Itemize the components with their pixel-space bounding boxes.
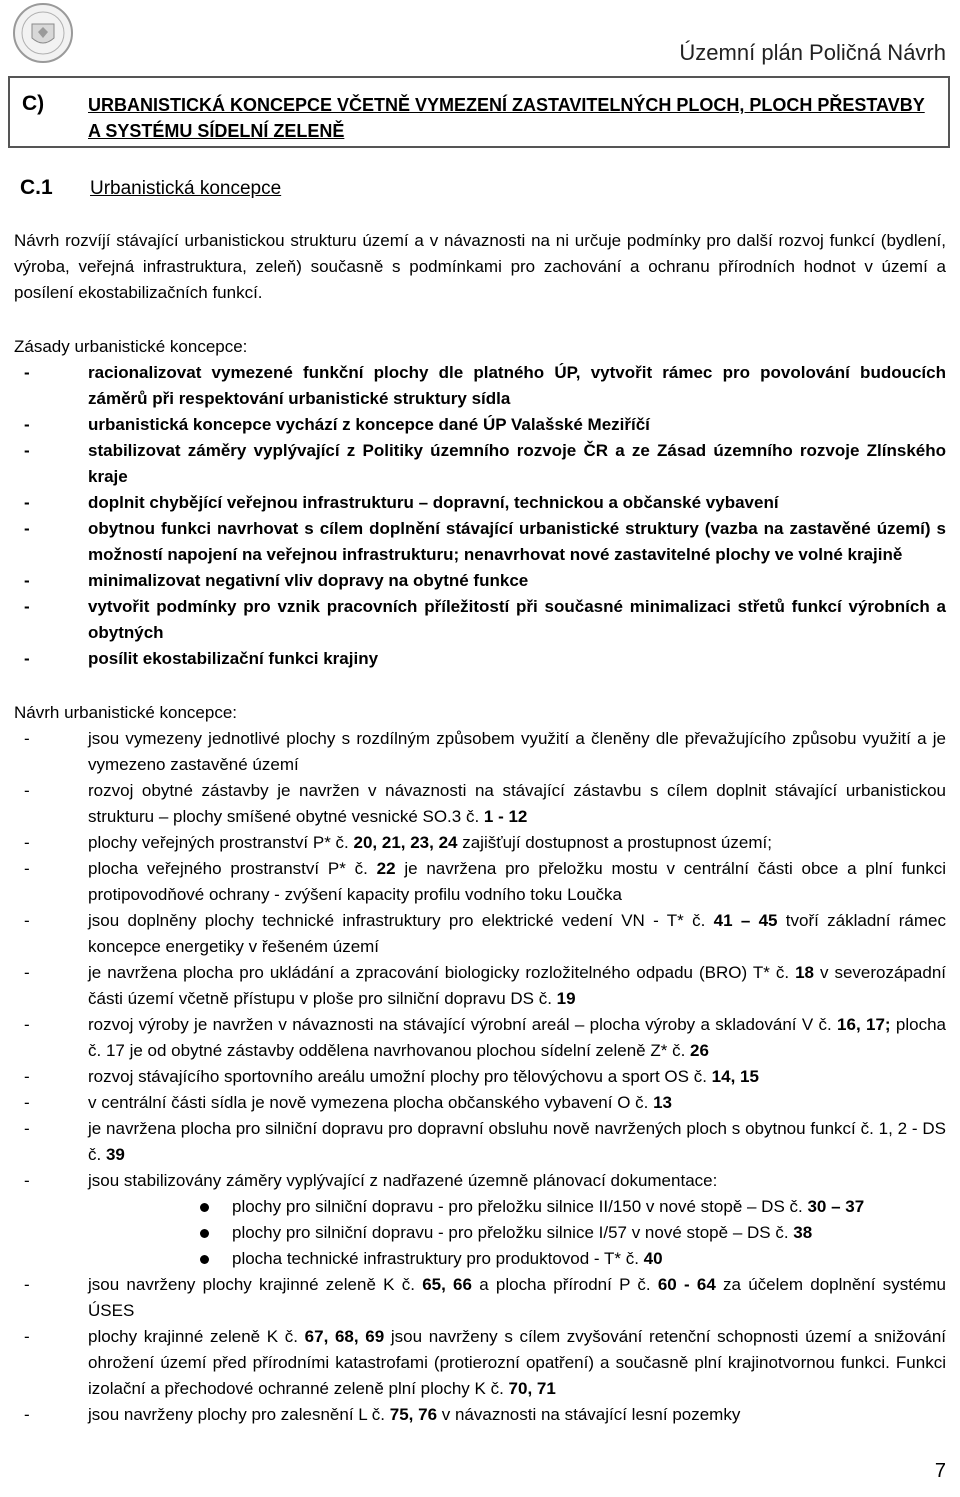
text-run: jsou navrženy plochy krajinné zeleně K č.	[88, 1275, 423, 1294]
superior-plans-sublist	[88, 1194, 946, 1272]
text-run: plocha technické infrastruktury pro produktovod - T* č.	[232, 1249, 644, 1268]
text-run: jsou stabilizovány záměry vyplývající z nadřazené územně plánovací dokumentace:	[88, 1171, 718, 1190]
plot-number: 65, 66	[422, 1275, 472, 1294]
text-run: plocha č. 17 je od obytné zástavby oddělena navrhovanou plochou sídelní zeleně Z* č.	[88, 1015, 946, 1060]
principle-item: - doplnit chybějící veřejnou infrastrukturu – dopravní, technickou a občanské vybavení	[14, 490, 946, 516]
text-run: v návaznosti na stávající lesní pozemky	[437, 1405, 741, 1424]
proposal-item	[14, 1090, 946, 1116]
sublist-item	[88, 1246, 946, 1272]
plot-number: 75, 76	[389, 1405, 438, 1424]
proposal-item	[14, 778, 946, 830]
plot-number: 13	[653, 1093, 673, 1112]
plot-number: 40	[643, 1249, 663, 1268]
subsection-title: Urbanistická koncepce	[90, 178, 282, 199]
text-run: plochy pro silniční dopravu - pro přeložku silnice II/150 v nové stopě – DS č.	[232, 1197, 808, 1216]
principle-item: - stabilizovat záměry vyplývající z Politiky územního rozvoje ČR a ze Zásad územního rozvoje Zlínského kraje	[14, 438, 946, 490]
text-run: a plocha přírodní P č.	[471, 1275, 658, 1294]
plot-number: 67, 68, 69	[304, 1327, 385, 1346]
plot-number: 16, 17;	[837, 1015, 891, 1034]
text-run: rozvoj výroby je navržen v návaznosti na stávající výrobní areál – plocha výroby a skladování V č.	[88, 1015, 838, 1034]
proposal-item	[14, 1324, 946, 1402]
proposal-item	[14, 1402, 946, 1428]
section-number: C)	[22, 92, 45, 115]
plot-number: 26	[690, 1041, 709, 1060]
intro-paragraph: Návrh rozvíjí stávající urbanistickou strukturu území a v návaznosti na ni určuje podmínky pro další rozvoj funkcí (bydlení, výroba, veřejná infrastruktura, zeleň) současně s podmínkami pro zachování a ochranu přírodních hodnot v území a posílení ekostabilizačních funkcí.	[14, 231, 946, 302]
proposal-item	[14, 830, 946, 856]
plot-number: 14, 15	[711, 1067, 759, 1086]
plot-number: 39	[105, 1145, 125, 1164]
proposal-block	[14, 700, 946, 1428]
principles-list	[14, 360, 946, 672]
principle-item: - obytnou funkci navrhovat s cílem doplnění stávající urbanistické struktury (vazba na zastavěné území) s možností napojení na veřejnou infrastrukturu; nenavrhovat nové zastavitelné plochy ve volné krajině	[14, 516, 946, 568]
proposal-heading: Návrh urbanistické koncepce:	[14, 703, 238, 722]
plot-number: 38	[793, 1223, 813, 1242]
proposal-item	[14, 908, 946, 960]
plot-number: 41 – 45	[713, 911, 778, 930]
text-run: jsou vymezeny jednotlivé plochy s rozdílným způsobem využití a členěny dle převažujícího způsobu využití a je vymezeno zastavěné území	[88, 729, 946, 774]
text-run: jsou navrženy plochy pro zalesnění L č.	[88, 1405, 390, 1424]
principle-item: - racionalizovat vymezené funkční plochy dle platného ÚP, vytvořit rámec pro povolování budoucích záměrů při respektování urbanistické struktury sídla	[14, 360, 946, 412]
proposal-item	[14, 1168, 946, 1272]
plot-number: 19	[556, 989, 576, 1008]
municipal-seal-logo	[12, 2, 74, 64]
text-run: je navržena plocha pro silniční dopravu pro dopravní obsluhu nově navržených ploch s obytnou funkcí č. 1, 2 - DS č.	[88, 1119, 946, 1164]
sublist-item	[88, 1220, 946, 1246]
proposal-item	[14, 1116, 946, 1168]
text-run: je navržena plocha pro ukládání a zpracování biologicky rozložitelného odpadu (BRO) T* č.	[88, 963, 796, 982]
principles-heading: Zásady urbanistické koncepce:	[14, 337, 248, 356]
section-title: URBANISTICKÁ KONCEPCE VČETNĚ VYMEZENÍ ZASTAVITELNÝCH PLOCH, PLOCH PŘESTAVBY A SYSTÉMU SÍDELNÍ ZELENĚ	[88, 95, 925, 141]
proposal-item	[14, 960, 946, 1012]
text-run: rozvoj stávajícího sportovního areálu umožní plochy pro tělovýchovu a sport OS č.	[88, 1067, 712, 1086]
principle-item: - vytvořit podmínky pro vznik pracovních příležitostí při současné minimalizaci střetů funkcí výrobních a obytných	[14, 594, 946, 646]
document-header-title: Územní plán Poličná Návrh	[679, 40, 946, 65]
section-heading-box	[8, 76, 950, 148]
plot-number: 22	[376, 859, 396, 878]
text-run: tvoří základní rámec koncepce energetiky v řešeném území	[88, 911, 946, 956]
text-run: za účelem doplnění systému ÚSES	[88, 1275, 947, 1320]
principle-item: - posílit ekostabilizační funkci krajiny	[14, 646, 946, 672]
sublist-item	[88, 1194, 946, 1220]
subsection-number: C.1	[20, 176, 53, 199]
proposal-item	[14, 1272, 946, 1324]
proposal-item	[14, 726, 946, 778]
text-run: v centrální části sídla je nově vymezena plocha občanského vybavení O č.	[88, 1093, 654, 1112]
text-run: jsou doplněny plochy technické infrastruktury pro elektrické vedení VN - T* č.	[88, 911, 714, 930]
plot-number: 20, 21, 23, 24	[353, 833, 458, 852]
plot-number: 70, 71	[508, 1379, 556, 1398]
proposal-list	[14, 726, 946, 1428]
text-run: plocha veřejného prostranství P* č.	[88, 859, 377, 878]
text-run: jsou navrženy s cílem zvyšování retenční schopnosti území a snižování ohrožení území před přírodními katastrofami (protierozní opatření) a současně plní krajinotvornou funkci. Funkci izolační a přechodové ochranné zeleně plní plochy K č.	[88, 1327, 946, 1398]
principle-item: - urbanistická koncepce vychází z koncepce dané ÚP Valašské Meziříčí	[14, 412, 946, 438]
text-run: v severozápadní části území včetně přístupu v ploše pro silniční dopravu DS č.	[88, 963, 947, 1008]
text-run: zajišťují dostupnost a prostupnost území;	[457, 833, 772, 852]
page-number: 7	[934, 1460, 946, 1482]
proposal-item	[14, 856, 946, 908]
text-run: rozvoj obytné zástavby je navržen v návaznosti na stávající zástavbu s cílem doplnit stávající urbanistickou strukturu – plochy smíšené obytné vesnické SO.3 č.	[88, 781, 946, 826]
proposal-item	[14, 1064, 946, 1090]
text-run: je navržena pro přeložku mostu v centrální části obce a plní funkci protipovodňové ochrany - zvýšení kapacity profilu vodního toku Loučka	[88, 859, 946, 904]
plot-number: 60 - 64	[657, 1275, 716, 1294]
plot-number: 30 – 37	[807, 1197, 865, 1216]
text-run: plochy krajinné zeleně K č.	[88, 1327, 305, 1346]
document-body	[14, 228, 946, 1428]
proposal-item	[14, 1012, 946, 1064]
text-run: plochy veřejných prostranství P* č.	[88, 833, 354, 852]
plot-number: 1 - 12	[483, 807, 528, 826]
plot-number: 18	[795, 963, 814, 982]
principles-block	[14, 334, 946, 672]
principle-item: - minimalizovat negativní vliv dopravy na obytné funkce	[14, 568, 946, 594]
text-run: plochy pro silniční dopravu - pro přeložku silnice I/57 v nové stopě – DS č.	[232, 1223, 794, 1242]
